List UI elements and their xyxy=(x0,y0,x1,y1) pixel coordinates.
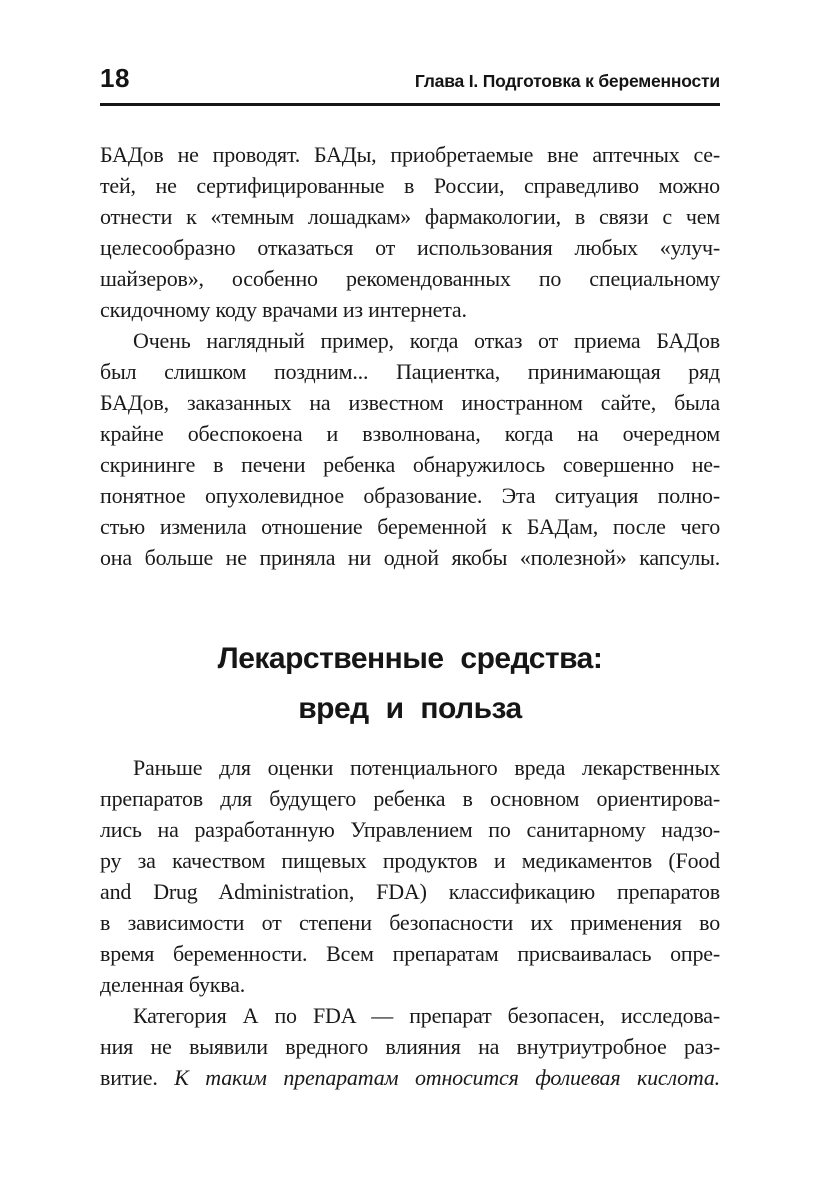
body-text-line: лись на разработанную Управлением по санитарному надзо- xyxy=(100,817,720,842)
body-text-line: время беременности. Всем препаратам присваивалась опре- xyxy=(100,941,720,966)
body-text-segment-italic: К таким препаратам относится фолиевая кислота. xyxy=(174,1065,720,1090)
body-text-line: понятное опухолевидное образование. Эта ситуация полно- xyxy=(100,483,720,508)
body-text-line xyxy=(100,1062,720,1093)
body-text-line: ру за качеством пищевых продуктов и медикаментов (Food xyxy=(100,848,720,873)
section-heading-line2: вред и польза xyxy=(298,692,522,725)
body-text-line: препаратов для будущего ребенка в основном ориентирова- xyxy=(100,786,720,811)
body-text-line: БАДов, заказанных на известном иностранном сайте, была xyxy=(100,390,720,415)
body-text-line: Очень наглядный пример, когда отказ от приема БАДов xyxy=(133,328,720,353)
running-head: Глава I. Подготовка к беременности xyxy=(414,71,720,91)
page-number: 18 xyxy=(100,63,130,93)
body-text-line: Раньше для оценки потенциального вреда лекарственных xyxy=(133,755,720,780)
body-text-line: стью изменила отношение беременной к БАДам, после чего xyxy=(100,514,720,539)
body-text-line: был слишком поздним... Пациентка, принимающая ряд xyxy=(100,359,720,384)
header-rule xyxy=(100,103,720,106)
body-text-line: шайзеров», особенно рекомендованных по специальному xyxy=(100,266,720,291)
body-text-block-1 xyxy=(100,139,720,573)
body-text-line: целесообразно отказаться от использования любых «улуч- xyxy=(100,235,720,260)
body-text-line: and Drug Administration, FDA) классификацию препаратов xyxy=(100,879,720,904)
body-text-line: ния не выявили вредного влияния на внутриутробное раз- xyxy=(100,1034,720,1059)
body-text-line: БАДов не проводят. БАДы, приобретаемые вне аптечных се- xyxy=(100,142,720,167)
body-text-line: она больше не приняла ни одной якобы «полезной» капсулы. xyxy=(100,545,720,570)
body-text-line: скидочному коду врачами из интернета. xyxy=(100,297,467,322)
body-text-line: в зависимости от степени безопасности их применения во xyxy=(100,910,720,935)
body-text-line: отнести к «темным лошадкам» фармакологии, в связи с чем xyxy=(100,204,720,229)
section-heading-line1: Лекарственные средства: xyxy=(217,642,603,675)
section-heading xyxy=(100,634,720,734)
body-text-line: крайне обеспокоена и взволнована, когда на очередном xyxy=(100,421,720,446)
body-text-line: тей, не сертифицированные в России, справедливо можно xyxy=(100,173,720,198)
body-text-line: скрининге в печени ребенка обнаружилось совершенно не- xyxy=(100,452,720,477)
body-text-line: деленная буква. xyxy=(100,972,246,997)
body-text-line: Категория А по FDA — препарат безопасен, исследова- xyxy=(133,1003,720,1028)
body-text-segment: витие. xyxy=(100,1065,175,1090)
body-text-block-2 xyxy=(100,752,720,1093)
